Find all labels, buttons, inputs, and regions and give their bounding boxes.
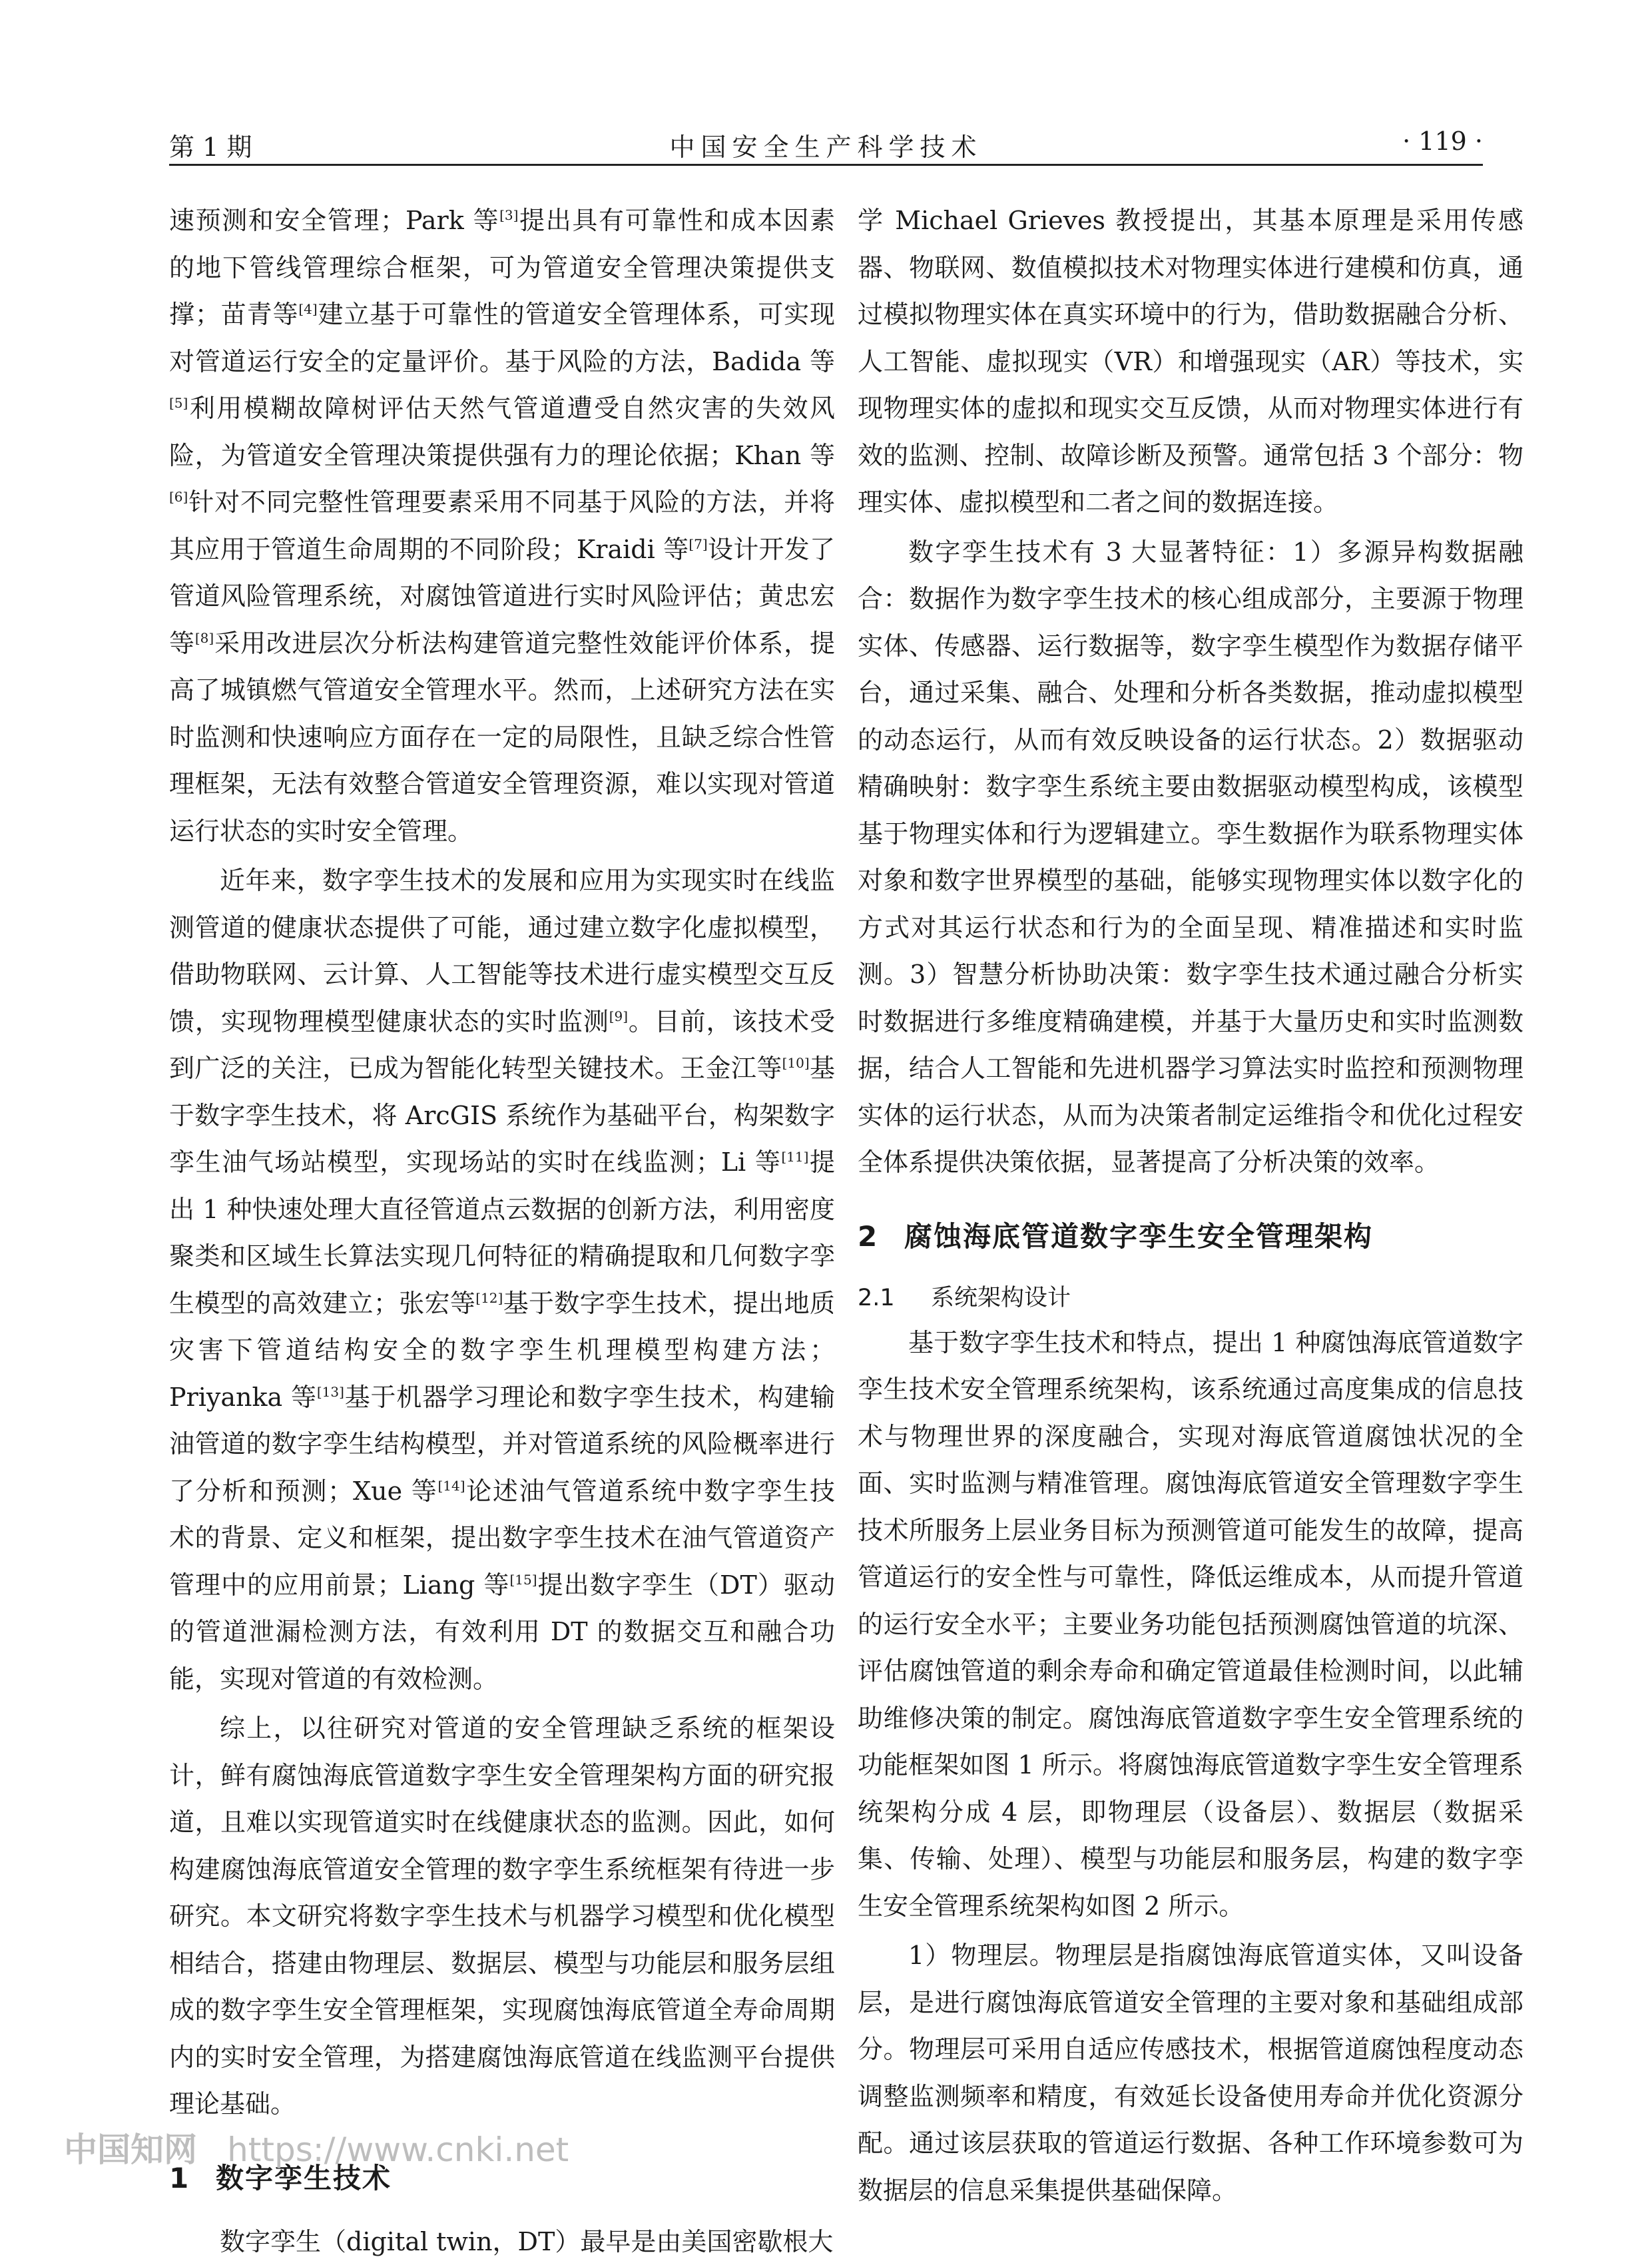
- paragraph: 1）物理层。物理层是指腐蚀海底管道实体，又叫设备层，是进行腐蚀海底管道安全管理的主要对象和基础组成部分。物理层可采用自适应传感技术，根据管道腐蚀程度动态调整监测频率和精度，有效延长设备使用寿命并优化资源分配。通过该层获取的管道运行数据、各种工作环境参数可为数据层的信息采集提供基础保障。: [858, 1932, 1523, 2214]
- paragraph: 数字孪生（digital twin，DT）最早是由美国密歇根大: [169, 2218, 835, 2265]
- citation[interactable]: [6]: [169, 489, 188, 505]
- page-header: [169, 124, 1483, 166]
- citation[interactable]: [9]: [609, 1008, 628, 1024]
- citation[interactable]: [3]: [499, 207, 518, 223]
- journal-title: 中国安全生产科学技术: [169, 127, 1483, 163]
- paragraph: 学 Michael Grieves 教授提出，其基本原理是采用传感器、物联网、数值模拟技术对物理实体进行建模和仿真，通过模拟物理实体在真实环境中的行为，借助数据融合分析、人工智能、虚拟现实（VR）和增强现实（AR）等技术，实现物理实体的虚拟和现实交互反馈，从而对物理实体进行有效的监测、控制、故障诊断及预警。通常包括 3 个部分：物理实体、虚拟模型和二者之间的数据连接。: [858, 197, 1523, 526]
- citation[interactable]: [7]: [688, 536, 707, 552]
- citation[interactable]: [14]: [437, 1478, 465, 1494]
- left-column: [169, 197, 835, 2265]
- paragraph: 综上，以往研究对管道的安全管理缺乏系统的框架设计，鲜有腐蚀海底管道数字孪生安全管理架构方面的研究报道，且难以实现管道实时在线健康状态的监测。因此，如何构建腐蚀海底管道安全管理的数字孪生系统框架有待进一步研究。本文研究将数字孪生技术与机器学习模型和优化模型相结合，搭建由物理层、数据层、模型与功能层和服务层组成的数字孪生安全管理框架，实现腐蚀海底管道全寿命周期内的实时安全管理，为搭建腐蚀海底管道在线监测平台提供理论基础。: [169, 1705, 835, 2128]
- section-heading: 1 数字孪生技术: [169, 2158, 835, 2198]
- paragraph: 基于数字孪生技术和特点，提出 1 种腐蚀海底管道数字孪生技术安全管理系统架构，该系统通过高度集成的信息技术与物理世界的深度融合，实现对海底管道腐蚀状况的全面、实时监测与精准管理。腐蚀海底管道安全管理数字孪生技术所服务上层业务目标为预测管道可能发生的故障，提高管道运行的安全性与可靠性，降低运维成本，从而提升管道的运行安全水平；主要业务功能包括预测腐蚀管道的坑深、评估腐蚀管道的剩余寿命和确定管道最佳检测时间，以此辅助维修决策的制定。腐蚀海底管道数字孪生安全管理系统的功能框架如图 1 所示。将腐蚀海底管道数字孪生安全管理系统架构分成 4 层，即物理层（设备层）、数据层（数据采集、传输、处理）、模型与功能层和服务层，构建的数字孪生安全管理系统架构如图 2 所示。: [858, 1319, 1523, 1930]
- watermark: [64, 2123, 569, 2176]
- cnki-url[interactable]: https://www.cnki.net: [227, 2130, 569, 2169]
- paragraph: 数字孪生技术有 3 大显著特征：1）多源异构数据融合：数据作为数字孪生技术的核心组成部分，主要源于物理实体、传感器、运行数据等，数字孪生模型作为数据存储平台，通过采集、融合、处理和分析各类数据，推动虚拟模型的动态运行，从而有效反映设备的运行状态。2）数据驱动精确映射：数字孪生系统主要由数据驱动模型构成，该模型基于物理实体和行为逻辑建立。孪生数据作为联系物理实体对象和数字世界模型的基础，能够实现物理实体以数字化的方式对其运行状态和行为的全面呈现、精准描述和实时监测。3）智慧分析协助决策：数字孪生技术通过融合分析实时数据进行多维度精确建模，并基于大量历史和实时监测数据，结合人工智能和先进机器学习算法实时监控和预测物理实体的运行状态，从而为决策者制定运维指令和优化过程安全体系提供决策依据，显著提高了分析决策的效率。: [858, 529, 1523, 1186]
- cnki-logo: 中国知网: [64, 2130, 197, 2169]
- citation[interactable]: [4]: [298, 301, 317, 317]
- citation[interactable]: [11]: [781, 1149, 808, 1165]
- paragraph: 速预测和安全管理；Park 等[3]提出具有可靠性和成本因素的地下管线管理综合框架，可为管道安全管理决策提供支撑；苗青等[4]建立基于可靠性的管道安全管理体系，可实现对管道运行安全的定量评价。基于风险的方法，Badida 等[5]利用模糊故障树评估天然气管道遭受自然灾害的失效风险，为管道安全管理决策提供强有力的理论依据；Khan 等[6]针对不同完整性管理要素采用不同基于风险的方法，并将其应用于管道生命周期的不同阶段；Kraidi 等[7]设计开发了管道风险管理系统，对腐蚀管道进行实时风险评估；黄忠宏等[8]采用改进层次分析法构建管道完整性效能评价体系，提高了城镇燃气管道安全管理水平。然而，上述研究方法在实时监测和快速响应方面存在一定的局限性，且缺乏综合性管理框架，无法有效整合管道安全管理资源，难以实现对管道运行状态的实时安全管理。: [169, 197, 835, 854]
- citation[interactable]: [12]: [475, 1290, 503, 1306]
- citation[interactable]: [8]: [195, 630, 214, 646]
- citation[interactable]: [13]: [317, 1384, 344, 1400]
- citation[interactable]: [5]: [169, 395, 188, 411]
- issue-number: 第 1 期: [169, 127, 252, 163]
- page-number: · 119 ·: [1402, 127, 1483, 156]
- paragraph: 近年来，数字孪生技术的发展和应用为实现实时在线监测管道的健康状态提供了可能，通过建立数字化虚拟模型，借助物联网、云计算、人工智能等技术进行虚实模型交互反馈，实现物理模型健康状态的实时监测[9]。目前，该技术受到广泛的关注，已成为智能化转型关键技术。王金江等[10]基于数字孪生技术，将 ArcGIS 系统作为基础平台，构架数字孪生油气场站模型，实现场站的实时在线监测；Li 等[11]提出 1 种快速处理大直径管道点云数据的创新方法，利用密度聚类和区域生长算法实现几何特征的精确提取和几何数字孪生模型的高效建立；张宏等[12]基于数字孪生技术，提出地质灾害下管道结构安全的数字孪生机理模型构建方法；Priyanka 等[13]基于机器学习理论和数字孪生技术，构建输油管道的数字孪生结构模型，并对管道系统的风险概率进行了分析和预测；Xue 等[14]论述油气管道系统中数字孪生技术的背景、定义和框架，提出数字孪生技术在油气管道资产管理中的应用前景；Liang 等[15]提出数字孪生（DT）驱动的管道泄漏检测方法，有效利用 DT 的数据交互和融合功能，实现对管道的有效检测。: [169, 857, 835, 1702]
- citation[interactable]: [15]: [509, 1572, 537, 1588]
- right-column: [858, 197, 1523, 2214]
- citation[interactable]: [10]: [782, 1055, 810, 1071]
- subsection-heading: 2.1 系统架构设计: [858, 1277, 1523, 1319]
- section-heading: 2 腐蚀海底管道数字孪生安全管理架构: [858, 1217, 1523, 1257]
